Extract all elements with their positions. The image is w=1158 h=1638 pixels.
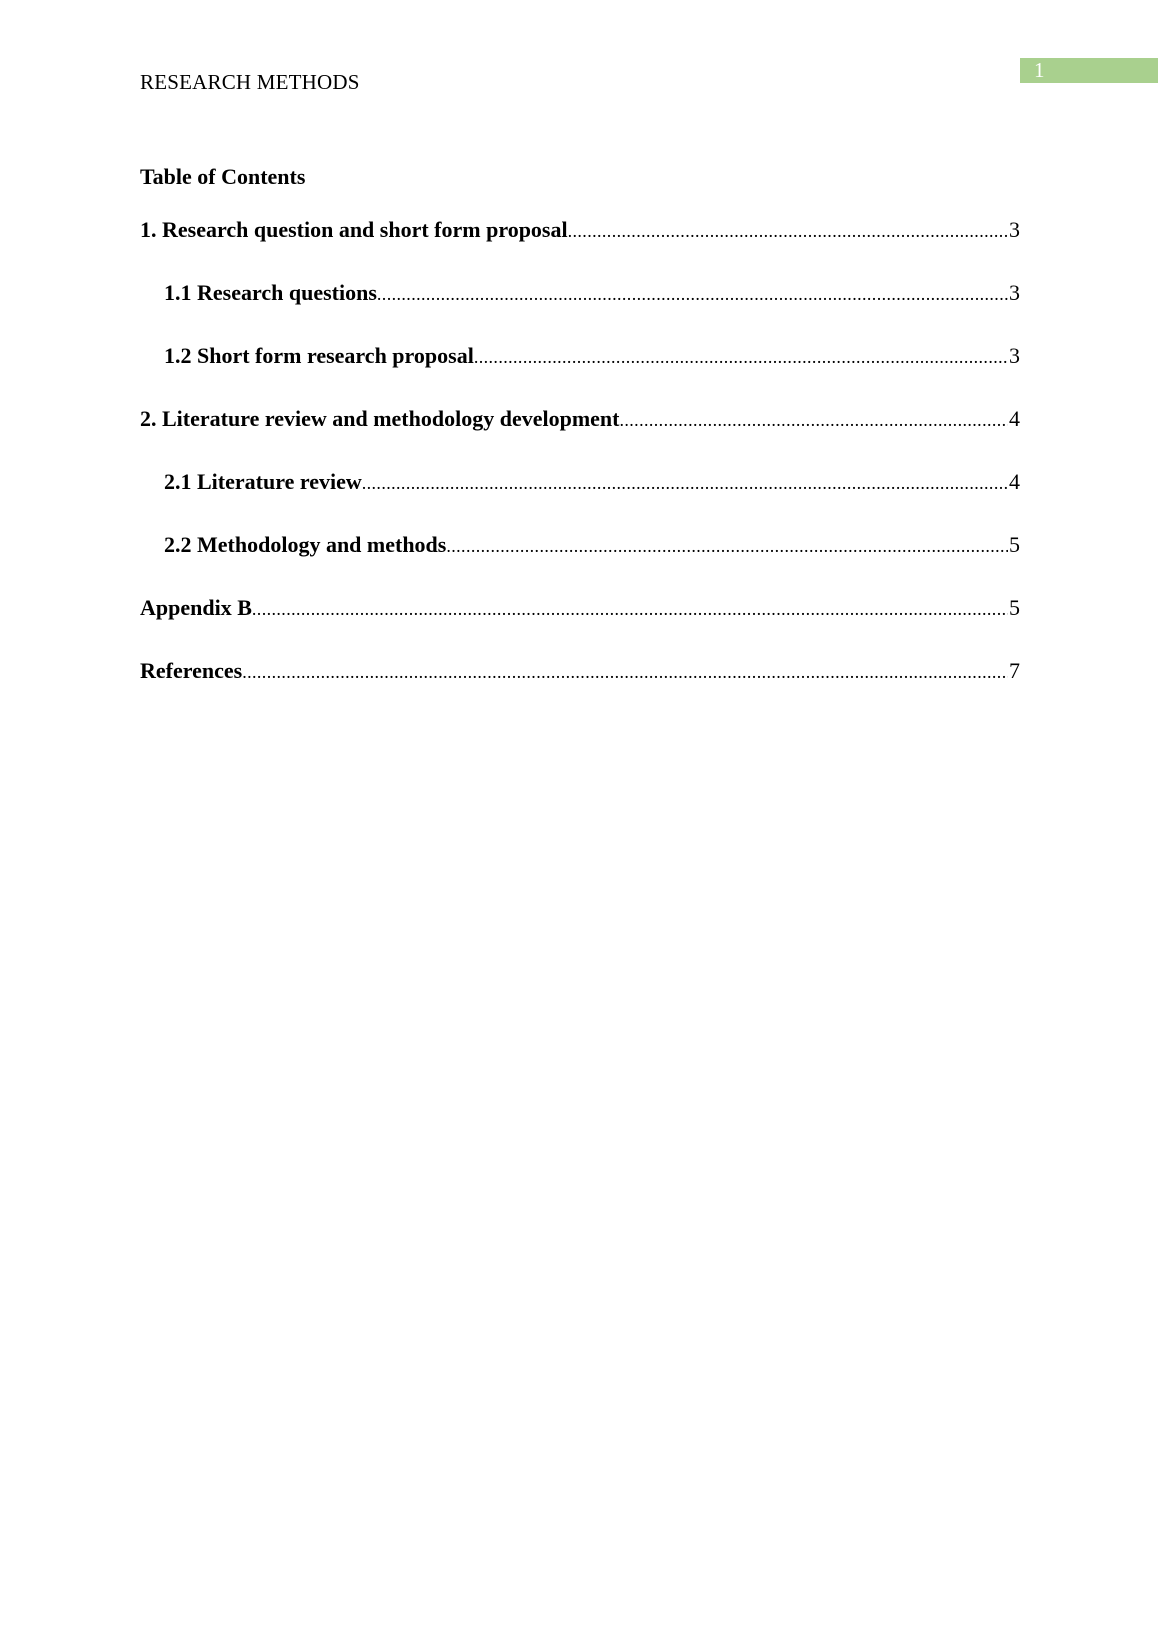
toc-entry-label: 1.1 Research questions: [164, 280, 377, 305]
toc-entry-literature-review[interactable]: [164, 467, 1020, 497]
page-number: 1: [1034, 58, 1045, 82]
toc-dot-leader: [242, 657, 1008, 687]
toc-dot-leader: [377, 279, 1008, 309]
toc-entry-page: 3: [1009, 280, 1020, 305]
toc-dot-leader: [446, 531, 1008, 561]
toc-entry-page: 5: [1009, 595, 1020, 620]
toc-dot-leader: [619, 405, 1008, 435]
toc-entry-appendix-b[interactable]: [140, 593, 1020, 623]
toc-entry-label: 1.2 Short form research proposal: [164, 343, 474, 368]
toc-entry-references[interactable]: [140, 656, 1020, 686]
toc-entry-short-form-proposal[interactable]: [164, 341, 1020, 371]
toc-entry-label: References: [140, 658, 243, 683]
running-head: RESEARCH METHODS: [140, 70, 360, 94]
toc-entry-methodology-methods[interactable]: [164, 530, 1020, 560]
toc-entry-page: 3: [1009, 217, 1020, 242]
toc-entry-page: 7: [1009, 658, 1020, 683]
page-number-badge: [1020, 58, 1158, 83]
toc-entry-page: 5: [1009, 532, 1020, 557]
toc-entry-label: Appendix B: [140, 595, 252, 620]
toc-entry-label: 1. Research question and short form proposal: [140, 217, 568, 242]
toc-dot-leader: [568, 216, 1008, 246]
toc-dot-leader: [252, 594, 1008, 624]
toc-entry-page: 4: [1009, 406, 1020, 431]
toc-heading: Table of Contents: [140, 164, 306, 189]
toc-entry-label: 2.2 Methodology and methods: [164, 532, 447, 557]
toc-entry-research-question[interactable]: [140, 215, 1020, 245]
toc-dot-leader: [362, 468, 1008, 498]
toc-entry-research-questions[interactable]: [164, 278, 1020, 308]
toc-entry-page: 4: [1009, 469, 1020, 494]
toc-entry-page: 3: [1009, 343, 1020, 368]
toc-entry-label: 2.1 Literature review: [164, 469, 362, 494]
toc-entry-literature-methodology[interactable]: [140, 404, 1020, 434]
toc-dot-leader: [474, 342, 1008, 372]
toc-entry-label: 2. Literature review and methodology development: [140, 406, 620, 431]
